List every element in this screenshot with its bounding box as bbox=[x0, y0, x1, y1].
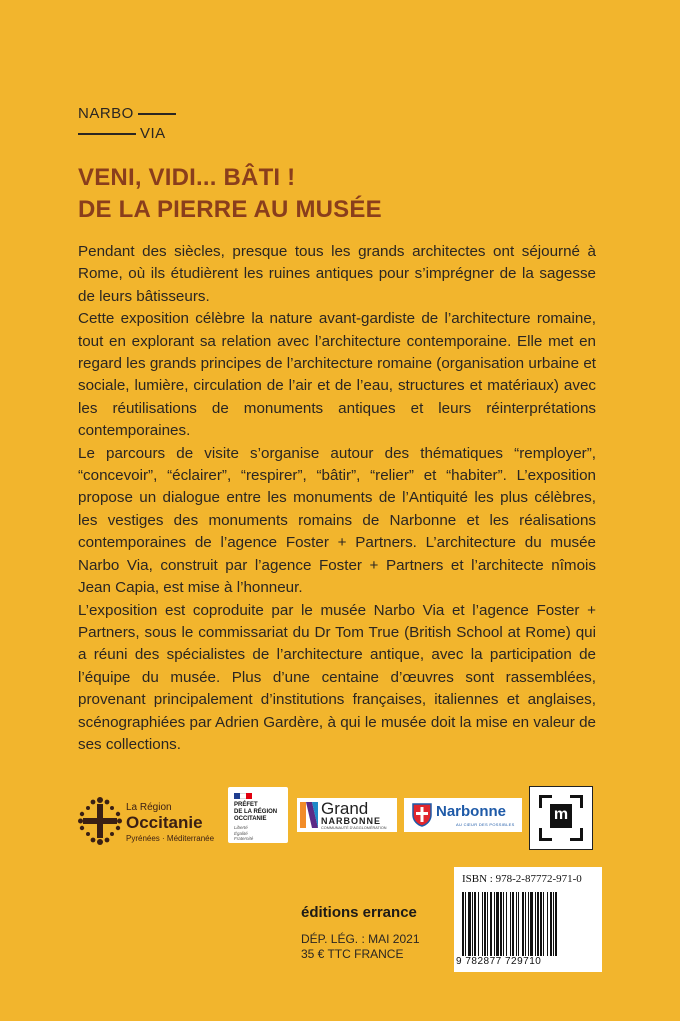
legal-line-1: DÉP. LÉG. : MAI 2021 bbox=[301, 932, 420, 946]
museum-corner-bl bbox=[539, 828, 552, 841]
prefet-line-2: DE LA RÉGION bbox=[234, 809, 278, 815]
legal-line-2: 35 € TTC FRANCE bbox=[301, 947, 404, 961]
occitanie-line-2: Occitanie bbox=[126, 813, 203, 832]
title-line-2: DE LA PIERRE AU MUSÉE bbox=[78, 196, 382, 223]
prefet-motto-3: Fraternité bbox=[234, 836, 254, 841]
barcode-bar bbox=[490, 892, 492, 956]
barcode-bar bbox=[494, 892, 495, 956]
barcode-bar bbox=[468, 892, 471, 956]
legal-info bbox=[301, 932, 420, 962]
isbn-label: ISBN : 978-2-87772-971-0 bbox=[462, 873, 582, 885]
prefet-motto-1: Liberté bbox=[234, 825, 248, 830]
barcode-bar bbox=[553, 892, 554, 956]
isbn-digits: 9 782877 729710 bbox=[456, 956, 542, 967]
barcode-bar bbox=[487, 892, 488, 956]
barcode-icon bbox=[462, 892, 596, 956]
grand-line-2: NARBONNE bbox=[321, 816, 382, 826]
barcode-bar bbox=[543, 892, 544, 956]
barcode-bar bbox=[530, 892, 533, 956]
prefet-line-3: OCCITANIE bbox=[234, 816, 267, 822]
body-text bbox=[78, 241, 596, 756]
museum-corner-br bbox=[570, 828, 583, 841]
occitanie-line-3: Pyrénées · Méditerranée bbox=[126, 834, 215, 843]
occitanie-line-1: La Région bbox=[126, 802, 172, 813]
barcode-bar bbox=[550, 892, 552, 956]
prefet-motto-2: Égalité bbox=[234, 830, 248, 836]
narbonne-line-1: Narbonne bbox=[436, 803, 507, 820]
museum-mark-icon: m bbox=[550, 804, 572, 828]
barcode-bar bbox=[510, 892, 511, 956]
barcode-bar bbox=[503, 892, 504, 956]
paragraph-4: L’exposition est coproduite par le musée Narbo Via et l’agence Foster + Partners, sous le commissariat du Dr Tom True (British School at Rome) qui a réuni des spécialistes de l’architecture antique, avec la participation de l’équipe du musée. Plus d’une centaine d’œuvres sont rassemblées, provenant principalement d’institutions françaises, italiennes et anglaises, scénographiées par Adrien Gardère, à qui le musée doit la mise en valeur de ses collections. bbox=[78, 601, 596, 753]
barcode-bar bbox=[478, 892, 479, 956]
prefet-line-1: PRÉFET bbox=[234, 802, 258, 808]
barcode-bar bbox=[465, 892, 466, 956]
brand-line-2: VIA bbox=[140, 125, 166, 142]
logo-grand-narbonne bbox=[297, 798, 397, 832]
shield-icon bbox=[412, 803, 432, 827]
barcode-bar bbox=[555, 892, 557, 956]
n-letter-icon bbox=[300, 802, 318, 828]
grand-line-3: COMMUNAUTÉ D’AGGLOMÉRATION bbox=[321, 826, 387, 830]
barcode-bar bbox=[525, 892, 526, 956]
logo-occitanie bbox=[78, 796, 218, 846]
paragraph-3: Le parcours de visite s’organise autour des thématiques “remployer”, “concevoir”, “éclairer”, “respirer”, “bâtir”, “relier” et “habiter”. L’exposition propose un dialogue entre les monuments de l’Antiquité les plus célèbres, les vestiges des monuments romains de Narbonne et les réalisations contemporaines de l’agence Foster + Partners. L’architecture du musée Narbo Via, construit par l’agence Foster + Partners et l’architecte nîmois Jean Capia, est mise à l’honneur. bbox=[78, 444, 596, 597]
barcode-bar bbox=[535, 892, 536, 956]
grand-line-1: Grand bbox=[321, 799, 369, 818]
barcode-bar bbox=[516, 892, 517, 956]
barcode-bar bbox=[484, 892, 486, 956]
paragraph-2: Cette exposition célèbre la nature avant-gardiste de l’architecture romaine, tout en explorant sa relation avec l’architecture contemporaine. Elle met en regard les grands principes de l’architecture romaine (organisation urbaine et sociale, lumière, circulation de l’air et de l’eau, structures et matériaux) avec les réutilisations de monuments antiques et leurs réinterprétations contemporaines. bbox=[78, 310, 596, 440]
logo-narbonne bbox=[404, 798, 522, 832]
logo-prefet bbox=[228, 787, 288, 843]
brand-rule-1 bbox=[138, 113, 176, 115]
barcode-bar bbox=[500, 892, 502, 956]
brand-line-1: NARBO bbox=[78, 105, 134, 122]
barcode-bar bbox=[512, 892, 514, 956]
brand-rule-2 bbox=[78, 133, 136, 135]
barcode-bar bbox=[522, 892, 524, 956]
barcode-bar bbox=[528, 892, 529, 956]
barcode-bar bbox=[472, 892, 473, 956]
brand-logo bbox=[78, 104, 176, 144]
marianne-flag-icon bbox=[234, 793, 252, 799]
barcode-bar bbox=[482, 892, 483, 956]
barcode-bar bbox=[537, 892, 539, 956]
barcode-bar bbox=[540, 892, 542, 956]
paragraph-1: Pendant des siècles, presque tous les grands architectes ont séjourné à Rome, où ils étudièrent les ruines antiques pour s’imprégner de la sagesse de leurs bâtisseurs. bbox=[78, 243, 596, 305]
barcode-bar bbox=[496, 892, 499, 956]
logo-museum bbox=[529, 786, 593, 850]
publisher-name: éditions errance bbox=[301, 904, 417, 921]
barcode-bar bbox=[506, 892, 507, 956]
barcode-bar bbox=[474, 892, 476, 956]
page-title bbox=[78, 162, 382, 226]
occitan-cross-icon bbox=[78, 796, 122, 846]
barcode-bar bbox=[547, 892, 548, 956]
isbn-box bbox=[454, 867, 602, 972]
barcode-bar bbox=[462, 892, 464, 956]
title-line-1: VENI, VIDI... BÂTI ! bbox=[78, 164, 296, 191]
partner-logos bbox=[0, 786, 680, 856]
narbonne-line-2: AU CŒUR DES POSSIBLES bbox=[456, 822, 515, 827]
barcode-bar bbox=[518, 892, 519, 956]
